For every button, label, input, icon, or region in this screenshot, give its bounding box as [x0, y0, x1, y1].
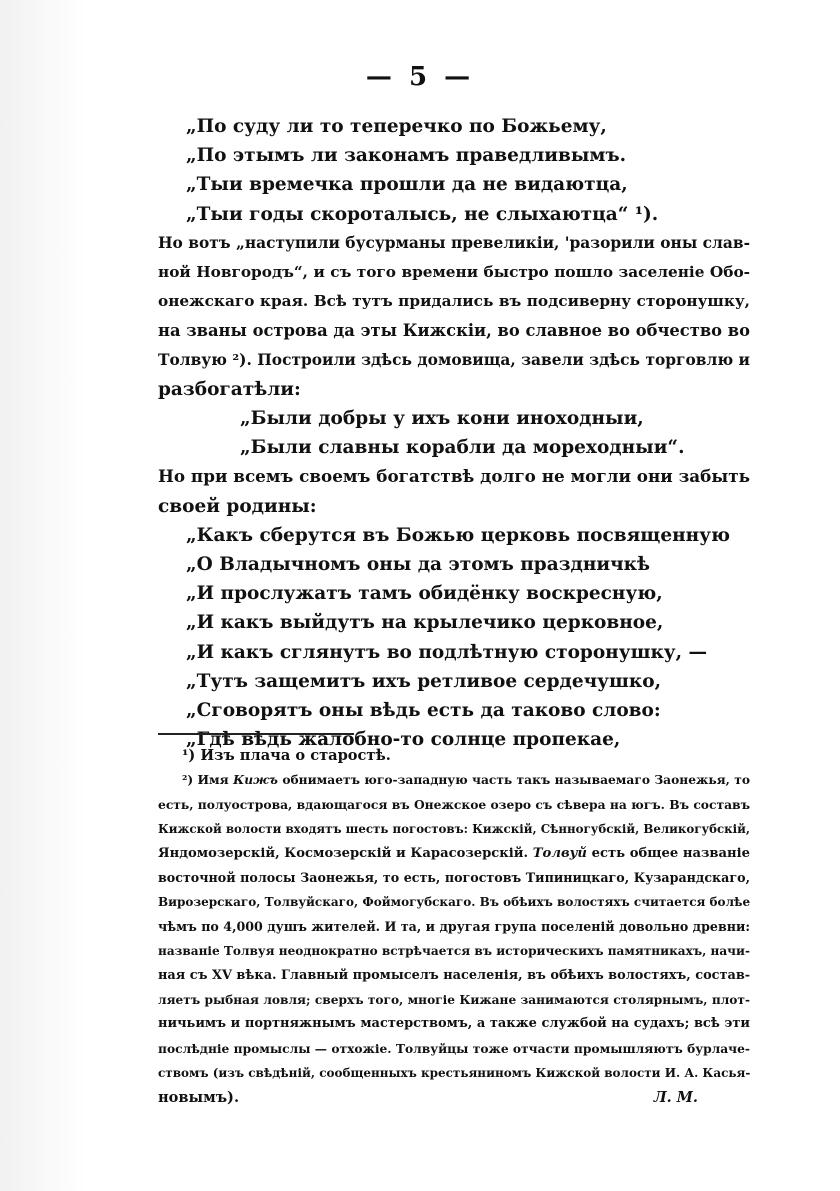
footnote-2-marker: ²) Имя [182, 773, 229, 788]
verse-line: „По суду ли то теперечко по Божьему, [186, 116, 607, 137]
footnote-line: ляетъ рыбная ловля; сверхъ того, многіе Кижане занимаются столярнымъ, плот- [158, 993, 750, 1008]
paragraph-line: на званы острова да эты Кижскіи, во славное во обчество во [158, 321, 750, 341]
paragraph-line: ной Новгородъ“, и съ того времени быстро пошло заселеніе Обо- [158, 263, 750, 282]
page-edge-shadow [0, 0, 86, 1191]
verse-line: „Тыи годы скороталысь, не слыхаютца“ ¹). [186, 203, 659, 225]
paragraph-line: своей родины: [158, 495, 317, 517]
verse-line: „По этымъ ли законамъ праведливымъ. [186, 145, 627, 167]
footnote-line: ничьимъ и портняжнымъ мастерствомъ, а также службой на судахъ; всѣ эти [158, 1016, 750, 1032]
verse-line: „Тыи времечка прошли да не видаютца, [186, 174, 628, 196]
main-text [158, 112, 750, 754]
footnote-line: есть, полуострова, вдающагося въ Онежское озеро съ сѣвера на югъ. Въ составъ [158, 796, 750, 812]
verse-line: „Были славны корабли да мореходныи“. [240, 437, 685, 459]
footnote-line: Кижской волости входятъ шесть погостовъ: Кижскій, Сѣнногубскій, Великогубскій, [158, 822, 750, 837]
verse-line: „Гдѣ вѣдь жалобно-то солнце пропекае, [186, 729, 621, 751]
footnote-last-line [158, 1086, 750, 1110]
author-signature: Л. М. [653, 1088, 698, 1106]
paragraph-line: Толвую ²). Построили здѣсь домовища, завели здѣсь торговлю и [158, 350, 750, 369]
paragraph-line: онежскаго края. Всѣ тутъ придались въ подсиверну сторонушку, [158, 292, 750, 311]
footnote-1: ¹) Изъ плача о старостѣ. [182, 747, 391, 764]
paragraph-line-text: Но вотъ „наступили бусурманы превеликіи, 'разорили оны слав- [158, 233, 750, 252]
footnote-2-term: Кижъ [233, 773, 278, 788]
verse-line: „Какъ сберутся въ Божью церковь посвященную [186, 524, 730, 546]
footnote-line: послѣдніе промыслы — отхожіе. Толвуйцы тоже отчасти промышляютъ бурлаче- [158, 1041, 750, 1056]
page-number: — 5 — [365, 62, 475, 92]
verse-line: „И прослужатъ тамъ обидёнку воскресную, [186, 583, 663, 605]
footnote-line: Вирозерскаго, Толвуйскаго, Фоймогубскаго. Въ обѣихъ волостяхъ считается болѣе [158, 895, 751, 910]
verse-line: „И какъ сглянутъ во подлѣтную сторонушку, — [186, 641, 708, 663]
footnote-line: ная съ XV вѣка. Главный промыселъ населенія, въ обѣихъ волостяхъ, состав- [158, 967, 751, 983]
footnote-line: названіе Толвуя неоднократно встрѣчается въ историческихъ памятникахъ, начи- [158, 944, 750, 959]
footnote-text: есть общее названіе [591, 845, 751, 861]
paragraph-line: Но при всемъ своемъ богатствѣ долго не могли они забыть [158, 466, 750, 487]
verse-line: „Были добры у ихъ кони иноходныи, [240, 408, 644, 430]
footnotes [158, 744, 750, 1110]
footnote-2-text: обнимаетъ юго-западную часть такъ называемаго Заонежья, то [282, 773, 751, 788]
verse-line: „Тутъ защемитъ ихъ ретливое сердечушко, [186, 670, 662, 692]
footnote-line [158, 842, 750, 866]
footnote-term: Толвуй [532, 845, 587, 861]
paragraph-line: разбогатѣли: [158, 378, 301, 400]
verse-line: „О Владычномъ оны да этомъ праздничкѣ [186, 554, 651, 576]
footnote-line: восточной полосы Заонежья, то есть, погостовъ Типиницкаго, Кузарандскаго, [158, 870, 750, 886]
footnote-text: новымъ). [158, 1088, 240, 1106]
verse-line: „И какъ выйдутъ на крылечико церковное, [186, 612, 664, 634]
footnote-2-first-line [158, 768, 750, 792]
paragraph-line [158, 229, 750, 258]
footnote-line: чѣмъ по 4,000 душъ жителей. И та, и другая група поселеній довольно древни: [158, 918, 750, 934]
footnote-divider [158, 733, 354, 735]
footnote-text: Яндомозерскій, Космозерскій и Карасозерскій. [158, 845, 529, 861]
footnote-line: ствомъ (изъ свѣдѣній, сообщенныхъ крестьяниномъ Кижской волости И. А. Касья- [158, 1066, 751, 1081]
verse-line: „Сговорятъ оны вѣдь есть да таково слово: [186, 700, 661, 722]
